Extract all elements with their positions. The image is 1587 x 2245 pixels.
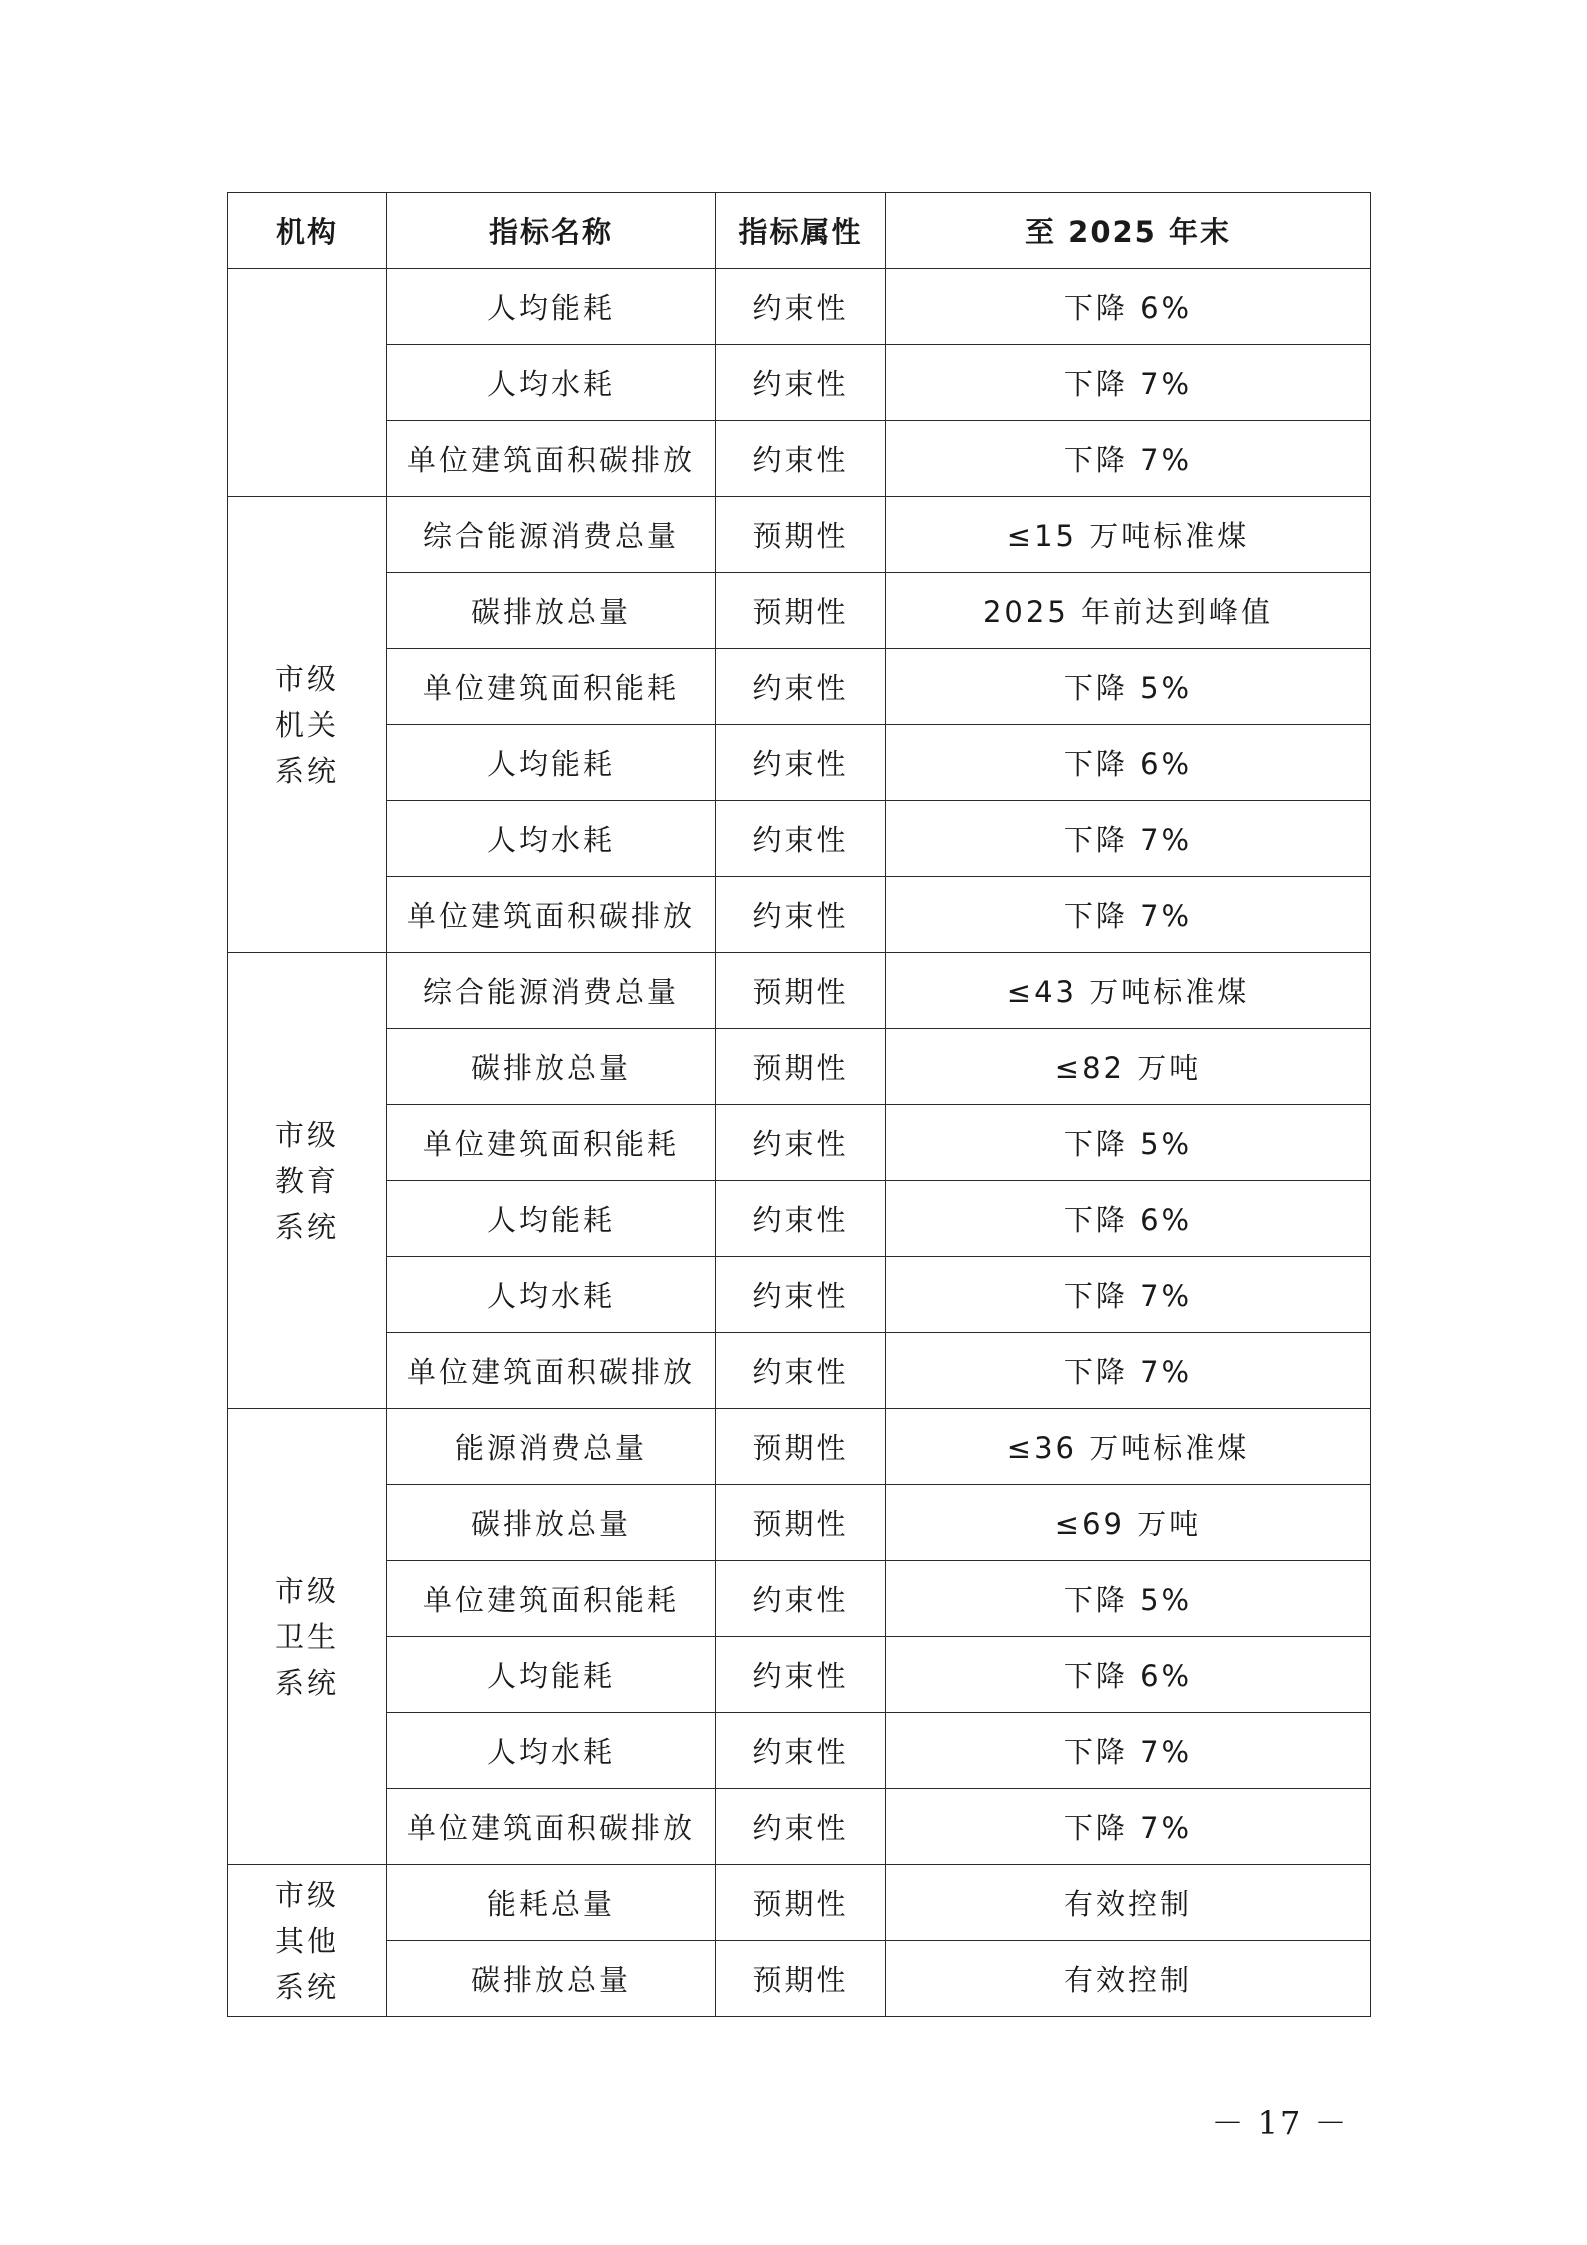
indicator-name: 人均水耗 [387,801,716,877]
indicator-attribute: 约束性 [716,877,886,953]
indicator-attribute: 约束性 [716,725,886,801]
org-label: 市级其他系统 [274,1877,339,2004]
table-row [228,1865,1371,1941]
indicator-target: 下降 7% [886,1789,1371,1865]
table-row [228,269,1371,345]
org-cell [228,497,387,953]
indicator-attribute: 预期性 [716,953,886,1029]
indicator-attribute: 约束性 [716,801,886,877]
header-indicator-attribute: 指标属性 [716,193,886,269]
indicator-target: 下降 5% [886,1105,1371,1181]
table-row [228,421,1371,497]
indicator-attribute: 约束性 [716,1181,886,1257]
indicator-name: 人均水耗 [387,1713,716,1789]
table-row [228,1029,1371,1105]
indicator-target: 下降 5% [886,649,1371,725]
page-number: － 17 － [1211,2104,1349,2142]
table-row [228,1941,1371,2017]
table-row [228,877,1371,953]
indicator-name: 人均能耗 [387,269,716,345]
indicator-target: 下降 5% [886,1561,1371,1637]
table-row [228,1105,1371,1181]
table-row [228,649,1371,725]
org-cell [228,269,387,497]
indicator-attribute: 约束性 [716,345,886,421]
indicator-target: 下降 6% [886,725,1371,801]
indicator-name: 单位建筑面积能耗 [387,1561,716,1637]
indicator-attribute: 预期性 [716,1485,886,1561]
table-row [228,1789,1371,1865]
indicator-name: 单位建筑面积能耗 [387,649,716,725]
indicator-name: 单位建筑面积碳排放 [387,1333,716,1409]
indicator-target: 下降 7% [886,1713,1371,1789]
table-row [228,1637,1371,1713]
indicator-attribute: 预期性 [716,1029,886,1105]
indicator-target: 有效控制 [886,1941,1371,2017]
org-cell [228,1865,387,2017]
indicator-attribute: 约束性 [716,269,886,345]
org-cell [228,953,387,1409]
indicator-attribute: 约束性 [716,1105,886,1181]
indicator-name: 人均能耗 [387,1637,716,1713]
indicator-target: ≤43 万吨标准煤 [886,953,1371,1029]
indicator-target: 下降 7% [886,1257,1371,1333]
indicator-name: 人均水耗 [387,345,716,421]
indicator-target: 下降 6% [886,1637,1371,1713]
indicator-target: ≤36 万吨标准煤 [886,1409,1371,1485]
indicator-target: 下降 7% [886,877,1371,953]
indicator-target: 下降 6% [886,1181,1371,1257]
indicator-target: 2025 年前达到峰值 [886,573,1371,649]
org-label: 市级机关系统 [274,661,339,788]
header-indicator-name: 指标名称 [387,193,716,269]
table-row [228,953,1371,1029]
indicator-name: 单位建筑面积碳排放 [387,421,716,497]
org-label: 市级教育系统 [274,1117,339,1244]
indicator-name: 碳排放总量 [387,1485,716,1561]
table-row [228,573,1371,649]
indicator-attribute: 预期性 [716,1865,886,1941]
table-row [228,1257,1371,1333]
table-row [228,1409,1371,1485]
indicator-attribute: 约束性 [716,1257,886,1333]
table-row [228,1181,1371,1257]
indicator-target: 下降 7% [886,801,1371,877]
indicator-name: 人均能耗 [387,1181,716,1257]
org-label: 市级卫生系统 [274,1573,339,1700]
indicator-name: 综合能源消费总量 [387,497,716,573]
table-row [228,497,1371,573]
indicator-attribute: 预期性 [716,497,886,573]
indicator-name: 综合能源消费总量 [387,953,716,1029]
indicator-table [227,192,1371,2017]
indicator-target: 下降 6% [886,269,1371,345]
indicator-name: 人均能耗 [387,725,716,801]
table-row [228,1333,1371,1409]
indicator-name: 单位建筑面积碳排放 [387,1789,716,1865]
indicator-attribute: 预期性 [716,1409,886,1485]
indicator-attribute: 约束性 [716,1561,886,1637]
indicator-attribute: 预期性 [716,1941,886,2017]
indicator-target: ≤15 万吨标准煤 [886,497,1371,573]
table-row [228,1713,1371,1789]
table-row [228,345,1371,421]
indicator-attribute: 预期性 [716,573,886,649]
indicator-name: 碳排放总量 [387,573,716,649]
table-header-row [228,193,1371,269]
indicator-target: ≤69 万吨 [886,1485,1371,1561]
indicator-target: 下降 7% [886,421,1371,497]
indicator-name: 能耗总量 [387,1865,716,1941]
indicator-name: 单位建筑面积碳排放 [387,877,716,953]
indicator-attribute: 约束性 [716,1637,886,1713]
indicator-target: 下降 7% [886,1333,1371,1409]
indicator-attribute: 约束性 [716,421,886,497]
table-row [228,1485,1371,1561]
org-cell [228,1409,387,1865]
table-row [228,725,1371,801]
indicator-attribute: 约束性 [716,649,886,725]
table-row [228,1561,1371,1637]
indicator-attribute: 约束性 [716,1333,886,1409]
indicator-name: 单位建筑面积能耗 [387,1105,716,1181]
indicator-target: 有效控制 [886,1865,1371,1941]
header-org: 机构 [228,193,387,269]
indicator-target: ≤82 万吨 [886,1029,1371,1105]
indicator-name: 能源消费总量 [387,1409,716,1485]
indicator-name: 人均水耗 [387,1257,716,1333]
table-row [228,801,1371,877]
indicator-name: 碳排放总量 [387,1029,716,1105]
indicator-attribute: 约束性 [716,1713,886,1789]
header-target-2025: 至 2025 年末 [886,193,1371,269]
indicator-name: 碳排放总量 [387,1941,716,2017]
indicator-target: 下降 7% [886,345,1371,421]
indicator-attribute: 约束性 [716,1789,886,1865]
